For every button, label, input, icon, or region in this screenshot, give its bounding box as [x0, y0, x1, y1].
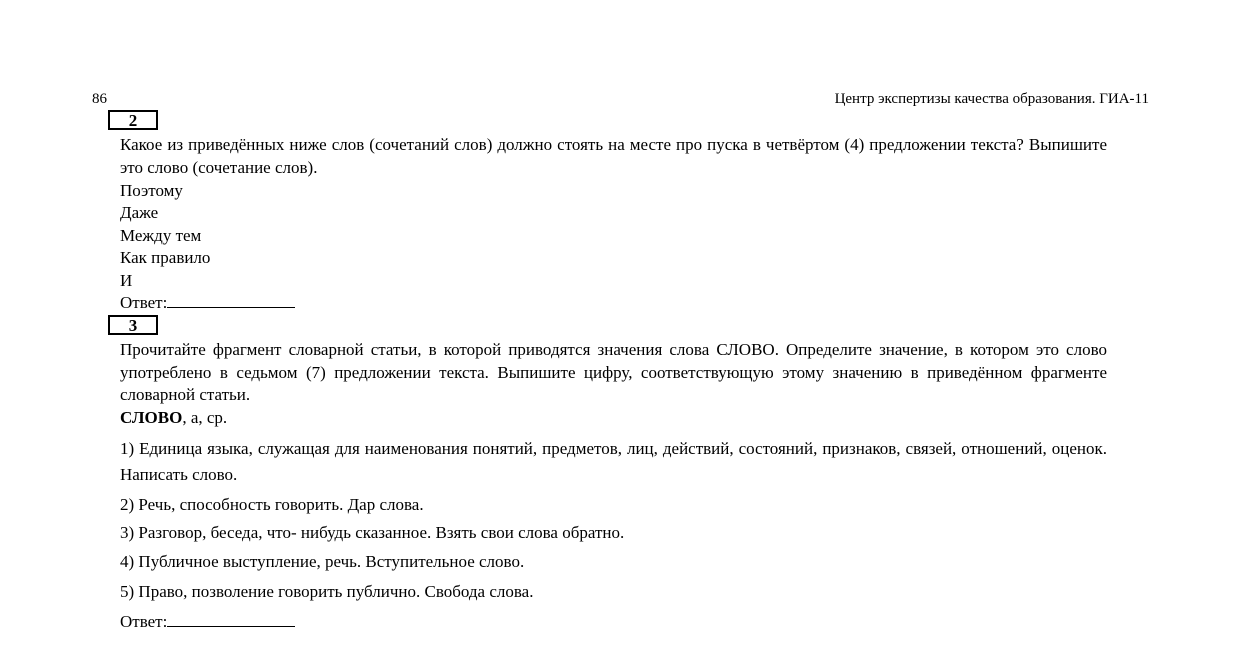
answer-option: Даже — [120, 203, 159, 222]
answer-line — [120, 611, 295, 633]
answer-option: Поэтому — [120, 181, 183, 200]
answer-label: Ответ: — [120, 612, 168, 631]
answer-option: И — [120, 271, 133, 290]
dictionary-meaning: 5) Право, позволение говорить публично. Свобода слова. — [120, 582, 534, 601]
page-number: 86 — [92, 91, 107, 107]
task-question: Какое из приведённых ниже слов (сочетаний слов) должно стоять на месте про пуска в четвёртом (4) предложении текста? Выпишите это слово (сочетание слов). — [120, 135, 1107, 177]
dictionary-meaning: 1) Единица языка, служащая для наименования понятий, предметов, лиц, действий, состояний, признаков, связей, отношений, оценок. Написать слово. — [120, 439, 1107, 484]
answer-option: Между тем — [120, 226, 202, 245]
answer-blank[interactable] — [167, 612, 295, 627]
task-number-box — [108, 315, 158, 335]
answer-label: Ответ: — [120, 293, 168, 312]
dictionary-headword: СЛОВО — [120, 408, 183, 427]
running-header: Центр экспертизы качества образования. ГИА-11 — [834, 91, 1149, 107]
answer-option: Как правило — [120, 248, 211, 267]
dictionary-meaning: 3) Разговор, беседа, что- нибудь сказанное. Взять свои слова обратно. — [120, 523, 625, 542]
task-number: 3 — [128, 316, 138, 335]
answer-line — [120, 292, 295, 314]
dictionary-grammar: , а, ср. — [182, 408, 228, 427]
dictionary-meaning: 2) Речь, способность говорить. Дар слова. — [120, 495, 424, 514]
answer-blank[interactable] — [167, 293, 295, 308]
dictionary-meaning: 4) Публичное выступление, речь. Вступительное слово. — [120, 552, 525, 571]
task-question: Прочитайте фрагмент словарной статьи, в которой приводятся значения слова СЛОВО. Определите значение, в котором это слово употреблено в седьмом (7) предложении текста. Выпишите цифру, соответствующую этому значению в приведённом фрагменте словарной статьи. — [120, 340, 1107, 404]
task-number: 2 — [128, 111, 138, 130]
dictionary-entry — [120, 407, 227, 429]
task-number-box — [108, 110, 158, 130]
